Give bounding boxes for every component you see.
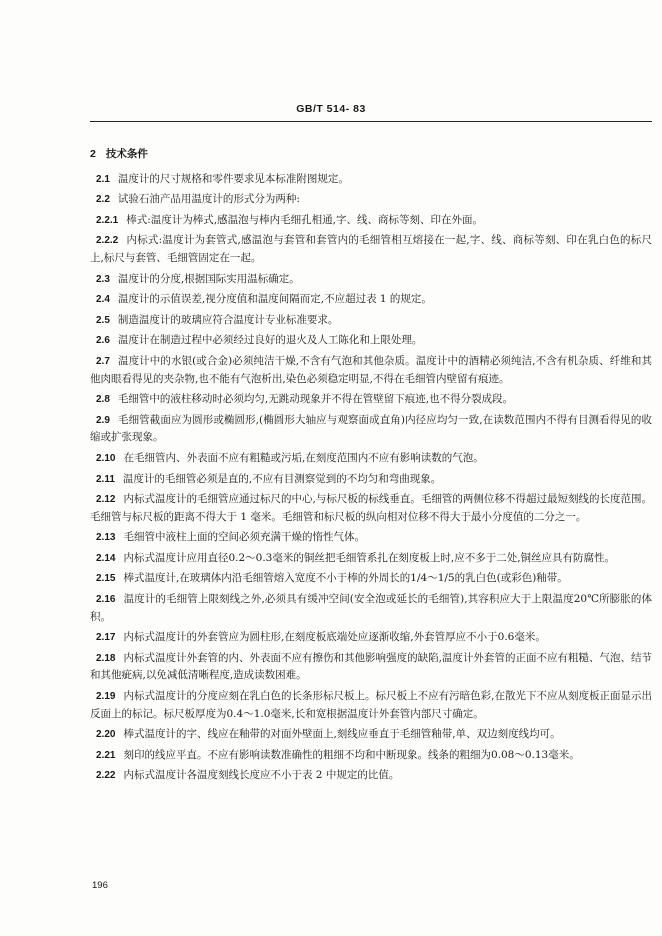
- clause-paragraph: [90, 191, 652, 209]
- clause-number: 2.5: [96, 314, 110, 326]
- clause-text: 试验石油产品用温度计的形式分为两种:: [117, 193, 300, 206]
- clause-number: 2.21: [96, 749, 116, 761]
- clause-text: 内标式:温度计为套管式,感温泡与套管和套管内的毛细管相互熔接在一起,字、线、商标等刻、印在乳白色的标尺上,标尺与套管、毛细管固定在一起。: [90, 234, 652, 264]
- clause-text: 温度计的毛细管上限刻线之外,必须具有缓冲空间(安全泡或延长的毛细管),其容积应大于上限温度20℃所膨胀的体积。: [90, 593, 652, 623]
- clause-text: 内标式温度计的分度应刻在乳白色的长条形标尺板上。标尺板上不应有污暗色彩,在散光下不应从刻度板正面显示出反面上的标记。标尺板厚度为0.4～1.0毫米,长和宽根据温度计外套管内部尺寸确定。: [90, 690, 652, 720]
- clause-paragraph: [90, 353, 652, 388]
- clause-number: 2.11: [96, 473, 115, 485]
- clause-text: 制造温度计的玻璃应符合温度计专业标准要求。: [117, 313, 339, 326]
- clause-number: 2.17: [96, 632, 116, 644]
- clause-number: 2.2.1: [96, 214, 119, 226]
- clause-text: 刻印的线应平直。不应有影响读数准确性的粗细不均和中断现象。线条的粗细为0.08～0.13毫米。: [123, 748, 580, 761]
- clause-paragraph: [90, 726, 652, 744]
- clause-list: [90, 171, 652, 785]
- clause-paragraph: [90, 688, 652, 723]
- page-number: 196: [92, 880, 108, 891]
- clause-paragraph: [90, 412, 652, 447]
- clause-text: 温度计的分度,根据国际实用温标确定。: [117, 272, 300, 285]
- clause-number: 2.2: [96, 194, 110, 206]
- clause-number: 2.14: [96, 552, 116, 564]
- clause-text: 温度计的示值误差,视分度值和温度间隔而定,不应超过表 1 的规定。: [117, 293, 432, 306]
- clause-paragraph: [90, 391, 652, 409]
- clause-paragraph: [90, 271, 652, 289]
- section-number: 2: [90, 148, 96, 160]
- clause-paragraph: [90, 471, 652, 489]
- clause-text: 棒式温度计,在玻璃体内沿毛细管熔入宽度不小于棒的外周长的1/4～1/5的乳白色(或彩色)釉带。: [123, 572, 568, 585]
- clause-number: 2.19: [96, 691, 116, 703]
- clause-text: 温度计的尺寸规格和零件要求见本标准附图规定。: [117, 172, 349, 185]
- clause-paragraph: [90, 332, 652, 350]
- clause-text: 棒式:温度计为棒式,感温泡与棒内毛细孔相通,字、线、商标等刻、印在外面。: [126, 213, 483, 226]
- clause-paragraph: [90, 570, 652, 588]
- clause-number: 2.2.2: [96, 235, 119, 247]
- clause-number: 2.22: [96, 770, 116, 782]
- clause-text: 棒式温度计的字、线应在釉带的对面外壁面上,刻线应垂直于毛细管釉带,单、双边刻度线均可。: [123, 728, 561, 741]
- clause-text: 温度计的毛细管必须是直的,不应有目测察觉到的不均匀和弯曲现象。: [122, 472, 442, 485]
- clause-paragraph: [90, 491, 652, 526]
- clause-text: 毛细管中液柱上面的空间必须充满干燥的惰性气体。: [123, 531, 365, 544]
- clause-text: 内标式温度计各温度刻线长度应不小于表 2 中规定的比值。: [123, 769, 400, 782]
- clause-paragraph: [90, 767, 652, 785]
- section-title: 技术条件: [105, 148, 148, 160]
- clause-number: 2.8: [96, 394, 110, 406]
- clause-number: 2.1: [96, 173, 110, 185]
- clause-paragraph: [90, 650, 652, 685]
- clause-paragraph: [90, 550, 652, 568]
- clause-number: 2.18: [96, 652, 116, 664]
- standard-header: GB/T 514- 83: [296, 103, 366, 115]
- clause-text: 内标式温度计的外套管应为圆柱形,在刻度板底端处应逐渐收缩,外套管厚应不小于0.6毫米。: [123, 631, 546, 644]
- clause-number: 2.20: [96, 729, 116, 741]
- clause-text: 在毛细管内、外表面不应有粗糙或污垢,在刻度范围内不应有影响读数的气泡。: [123, 451, 484, 464]
- clause-paragraph: [90, 232, 652, 267]
- clause-number: 2.10: [96, 452, 116, 464]
- clause-text: 内标式温度计应用直径0.2～0.3毫米的铜丝把毛细管系扎在刻度板上时,应不多于二处,铜丝应具有防腐性。: [123, 551, 616, 564]
- clause-number: 2.16: [96, 594, 116, 606]
- clause-number: 2.4: [96, 294, 110, 306]
- clause-number: 2.15: [96, 573, 116, 585]
- clause-paragraph: [90, 291, 652, 309]
- clause-number: 2.13: [96, 532, 116, 544]
- clause-number: 2.3: [96, 273, 110, 285]
- clause-paragraph: [90, 171, 652, 189]
- clause-number: 2.6: [96, 335, 110, 347]
- document-body: [90, 146, 652, 788]
- clause-paragraph: [90, 529, 652, 547]
- clause-text: 毛细管截面应为圆形或椭圆形,(椭圆形大轴应与观察面成直角)内径应均匀一致,在读数范围内不得有目测看得见的收缩或扩张现象。: [90, 413, 652, 444]
- clause-paragraph: [90, 747, 652, 765]
- clause-paragraph: [90, 450, 652, 468]
- clause-paragraph: [90, 591, 652, 626]
- clause-number: 2.9: [96, 414, 110, 426]
- clause-number: 2.12: [96, 494, 116, 506]
- clause-paragraph: [90, 312, 652, 330]
- clause-number: 2.7: [96, 355, 110, 367]
- clause-text: 温度计中的水银(或合金)必须纯洁干燥,不含有气泡和其他杂质。温度计中的酒精必须纯洁,不含有机杂质、纤维和其他肉眼看得见的夹杂物,也不能有气泡析出,染色必须稳定明显,不得在毛细管内壁留有痕迹。: [90, 354, 652, 385]
- clause-text: 温度计在制造过程中必须经过良好的退火及人工陈化和上限处理。: [117, 334, 423, 347]
- header-rule: [90, 121, 652, 122]
- clause-paragraph: [90, 629, 652, 647]
- clause-text: 内标式温度计外套管的内、外表面不应有擦伤和其他影响强度的缺陷,温度计外套管的正面不应有粗糙、气泡、结节和其他疵病,以免减低清晰程度,造成读数困难。: [90, 651, 652, 682]
- clause-paragraph: [90, 212, 652, 230]
- clause-text: 内标式温度计的毛细管应通过标尺的中心,与标尺板的标线垂直。毛细管的两侧位移不得超过最短刻线的长度范围。毛细管与标尺板的距离不得大于 1 毫米。毛细管和标尺板的纵向相对位移不得大于最小分度值的二分之一。: [90, 493, 652, 523]
- clause-text: 毛细管中的液柱移动时必须均匀,无跳动现象并不得在管壁留下痕迹,也不得分裂成段。: [117, 393, 514, 406]
- section-heading: [90, 146, 652, 164]
